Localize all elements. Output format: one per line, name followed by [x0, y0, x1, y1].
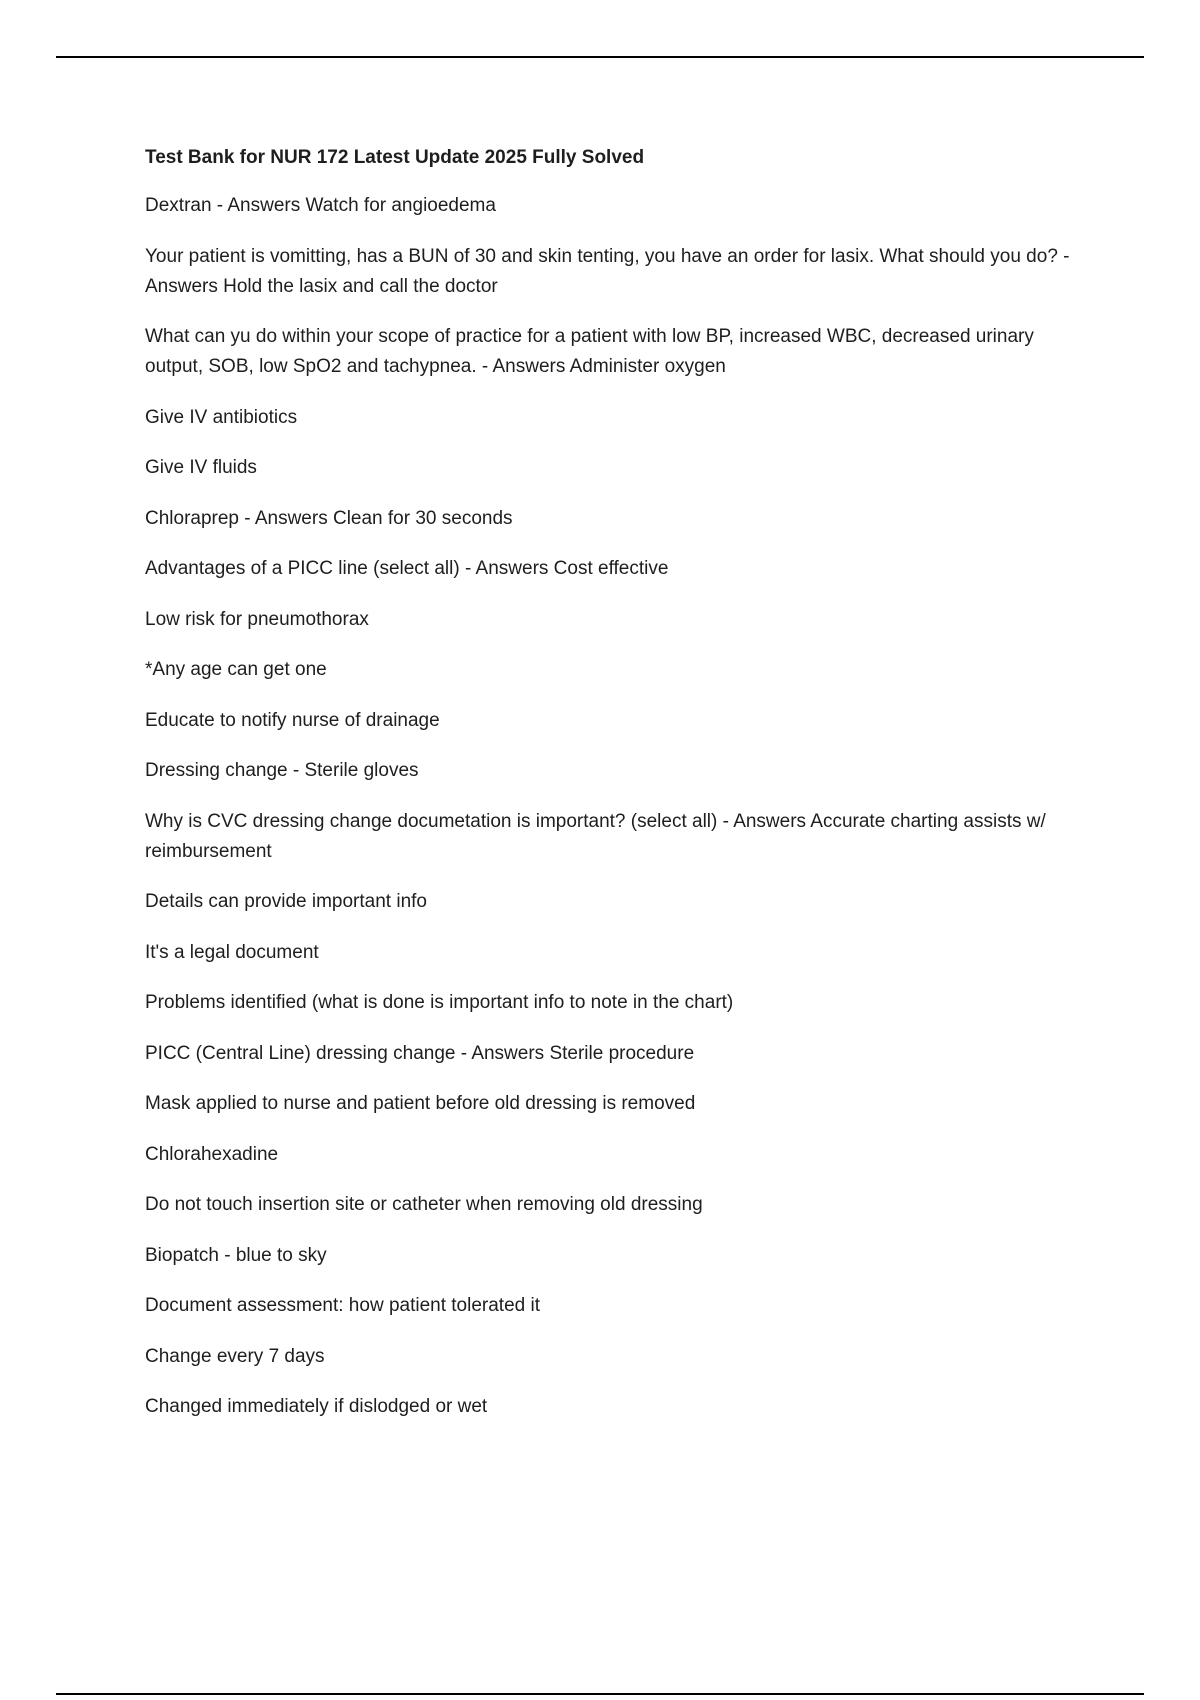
document-paragraph: Change every 7 days: [145, 1345, 325, 1367]
document-paragraph: Advantages of a PICC line (select all) - Answers Cost effective: [145, 558, 669, 579]
document-paragraph: Low risk for pneumothorax: [145, 608, 369, 630]
document-paragraph: It's a legal document: [145, 941, 319, 963]
document-paragraph: Chloraprep - Answers Clean for 30 seconds: [145, 507, 513, 529]
document-paragraph: What can yu do within your scope of practice for a patient with low BP, increased WBC, decreased urinary output, SOB, low SpO2 and tachypnea. - Answers Administer oxygen: [145, 326, 1034, 377]
document-paragraph: Changed immediately if dislodged or wet: [145, 1396, 488, 1417]
document-title: Test Bank for NUR 172 Latest Update 2025 Fully Solved: [145, 147, 645, 168]
document-paragraph: Give IV antibiotics: [145, 406, 298, 428]
document-paragraph: Dressing change - Sterile gloves: [145, 760, 419, 781]
document-paragraph: Details can provide important info: [145, 891, 427, 912]
document-paragraph: Biopatch - blue to sky: [145, 1244, 327, 1266]
document-paragraph: Do not touch insertion site or catheter when removing old dressing: [145, 1194, 703, 1215]
paragraph-list: [145, 191, 1090, 1422]
document-paragraph: Your patient is vomitting, has a BUN of 30 and skin tenting, you have an order for lasix. What should you do? - Answers Hold the lasix and call the doctor: [145, 245, 1070, 297]
footer-rule: [56, 1693, 1144, 1695]
document-paragraph: Document assessment: how patient tolerated it: [145, 1295, 540, 1316]
document-body: [145, 143, 1090, 1443]
document-paragraph: Educate to notify nurse of drainage: [145, 709, 440, 731]
document-paragraph: *Any age can get one: [145, 659, 327, 680]
document-paragraph: Dextran - Answers Watch for angioedema: [145, 195, 496, 216]
document-paragraph: Chlorahexadine: [145, 1143, 279, 1165]
header-rule: [56, 56, 1144, 58]
document-paragraph: Problems identified (what is done is important info to note in the chart): [145, 992, 734, 1013]
document-paragraph: PICC (Central Line) dressing change - Answers Sterile procedure: [145, 1042, 695, 1064]
document-paragraph: Mask applied to nurse and patient before old dressing is removed: [145, 1093, 696, 1114]
document-paragraph: Why is CVC dressing change documetation is important? (select all) - Answers Accurate charting assists w/ reimbursement: [145, 810, 1046, 862]
document-paragraph: Give IV fluids: [145, 457, 257, 478]
